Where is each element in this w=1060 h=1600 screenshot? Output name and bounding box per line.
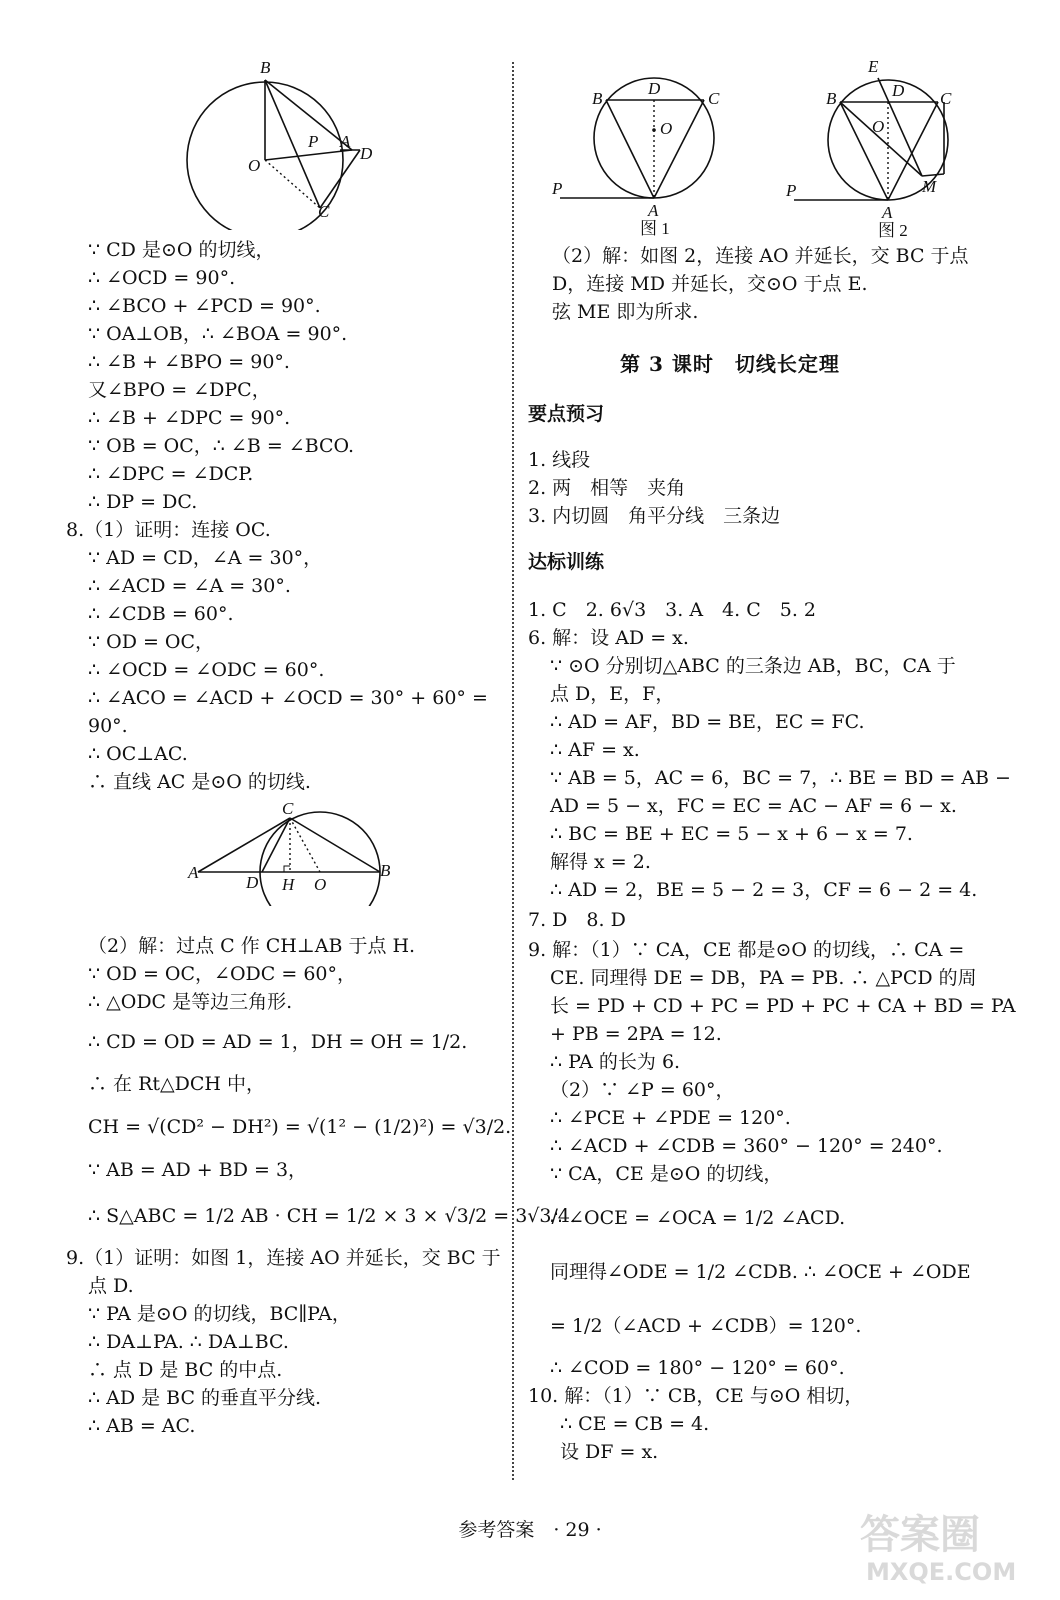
text-line: ∵ ⊙O 分别切△ABC 的三条边 AB，BC，CA 于: [550, 655, 956, 677]
text-line: ∵ AB = 5，AC = 6，BC = 7，∴ BE = BD = AB −: [550, 767, 1011, 789]
text-line: ∴ BC = BE + EC = 5 − x + 6 − x = 7.: [550, 823, 913, 845]
text-line: ∴ AF = x.: [550, 739, 640, 761]
label-p: P: [308, 132, 319, 151]
text-line: 8.（1）证明：连接 OC.: [66, 519, 271, 541]
text-line: ∴ ∠COD = 180° − 120° = 60°.: [550, 1357, 845, 1379]
text-line: ∴ AD = 2，BE = 5 − 2 = 3，CF = 6 − 2 = 4.: [550, 879, 978, 901]
text-line: 点 D.: [88, 1275, 134, 1297]
text-line: ∴ ∠PCE + ∠PDE = 120°.: [550, 1107, 791, 1129]
section-title: 第 3 课时 切线长定理: [620, 352, 840, 376]
text-line: ∵ AB = AD + BD = 3，: [88, 1159, 308, 1181]
label-m: M: [922, 177, 937, 196]
text-line: ∴ S△ABC = 1/2 AB · CH = 1/2 × 3 × √3/2 = 3√3/4.: [88, 1205, 577, 1227]
text-line: ∴ ∠ACD + ∠CDB = 360° − 120° = 240°.: [550, 1135, 943, 1157]
text-line: ∴ 直线 AC 是⊙O 的切线.: [88, 771, 311, 793]
label-o: O: [248, 156, 261, 175]
text-line: ∴ ∠ACD = ∠A = 30°.: [88, 575, 291, 597]
label-c: C: [282, 799, 294, 818]
text-line: ∴ ∠ACO = ∠ACD + ∠OCD = 30° + 60° =: [88, 687, 488, 709]
text-line: 解得 x = 2.: [550, 851, 651, 873]
text-line: 6. 解：设 AD = x.: [528, 627, 689, 649]
figure-1: [548, 72, 738, 237]
label-a: A: [648, 201, 659, 220]
heading-training: 达标训练: [528, 551, 605, 573]
text-line: ∴ AB = AC.: [88, 1415, 196, 1437]
figure-triangle-circle: [180, 796, 400, 906]
text-line: ∵ OA⊥OB，∴ ∠BOA = 90°.: [88, 323, 348, 345]
text-line: ∵ OD = OC，: [88, 631, 215, 653]
text-line: 10. 解：（1）∵ CB，CE 与⊙O 相切，: [528, 1385, 864, 1407]
text-line: 7. D 8. D: [528, 909, 626, 931]
figure-2-caption: 图 2: [878, 221, 908, 238]
text-line: ∴ CE = CB = 4.: [560, 1413, 710, 1435]
text-line: （2）解：过点 C 作 CH⊥AB 于点 H.: [88, 935, 416, 957]
figure-circle-tangent-cd: [180, 55, 390, 230]
text-line: ∴ ∠OCD = ∠ODC = 60°.: [88, 659, 325, 681]
text-line: ∴ △ODC 是等边三角形.: [88, 991, 293, 1013]
text-line: ∵ AD = CD，∠A = 30°，: [88, 547, 323, 569]
text-line: ∴ ∠OCE = ∠OCA = 1/2 ∠ACD.: [550, 1207, 846, 1229]
label-c: C: [708, 89, 720, 108]
text-line: = 1/2（∠ACD + ∠CDB）= 120°.: [550, 1315, 862, 1337]
text-line: + PB = 2PA = 12.: [550, 1023, 722, 1045]
label-p: P: [552, 179, 563, 198]
text-line: 1. C 2. 6√3 3. A 4. C 5. 2: [528, 599, 817, 621]
label-b: B: [826, 89, 837, 108]
text-line: （2）∵ ∠P = 60°，: [550, 1079, 735, 1101]
label-d: D: [246, 873, 259, 892]
text-line: ∴ ∠OCD = 90°.: [88, 267, 236, 289]
text-line: ∴ 点 D 是 BC 的中点.: [88, 1359, 283, 1381]
text-line: 9.（1）证明：如图 1，连接 AO 并延长，交 BC 于: [66, 1247, 501, 1269]
label-e: E: [868, 57, 879, 76]
column-divider: [512, 62, 514, 1480]
label-o: O: [660, 119, 673, 138]
text-line: ∴ ∠DPC = ∠DCP.: [88, 463, 254, 485]
text-line: 2. 两 相等 夹角: [528, 477, 686, 499]
text-line: （2）解：如图 2，连接 AO 并延长，交 BC 于点: [552, 245, 969, 267]
text-line: ∴ CD = OD = AD = 1，DH = OH = 1/2.: [88, 1031, 468, 1053]
text-line: ∴ PA 的长为 6.: [550, 1051, 681, 1073]
label-o: O: [314, 875, 327, 894]
label-a: A: [188, 863, 199, 882]
text-line: ∴ DA⊥PA. ∴ DA⊥BC.: [88, 1331, 289, 1353]
figure-1-caption: 图 1: [640, 219, 670, 237]
text-line: ∴ ∠B + ∠BPO = 90°.: [88, 351, 290, 373]
text-line: ∴ OC⊥AC.: [88, 743, 188, 765]
text-line: 又∠BPO = ∠DPC，: [88, 379, 271, 401]
label-d: D: [892, 81, 905, 100]
text-line: ∵ PA 是⊙O 的切线，BC∥PA，: [88, 1303, 351, 1325]
text-line: 设 DF = x.: [560, 1441, 659, 1463]
label-a: A: [882, 203, 893, 222]
text-line: ∴ ∠B + ∠DPC = 90°.: [88, 407, 291, 429]
text-line: 9. 解：（1）∵ CA，CE 都是⊙O 的切线，∴ CA =: [528, 939, 965, 961]
label-a: A: [340, 132, 351, 151]
text-line: ∴ AD 是 BC 的垂直平分线.: [88, 1387, 322, 1409]
heading-preview: 要点预习: [528, 403, 605, 425]
label-b: B: [260, 58, 271, 77]
text-line: ∴ AD = AF，BD = BE，EC = FC.: [550, 711, 865, 733]
label-h: H: [282, 875, 295, 894]
label-b: B: [380, 861, 391, 880]
label-c: C: [318, 202, 330, 221]
watermark-text: 答案圈: [860, 1512, 980, 1558]
text-line: ∴ ∠BCO + ∠PCD = 90°.: [88, 295, 321, 317]
text-line: 点 D，E，F，: [550, 683, 675, 705]
text-line: ∵ CD 是⊙O 的切线，: [88, 239, 275, 261]
watermark-logo: [852, 1500, 1032, 1590]
text-line: 弦 ME 即为所求.: [552, 301, 699, 323]
watermark-domain: MXQE.COM: [866, 1558, 1017, 1586]
text-line: AD = 5 − x，FC = EC = AC − AF = 6 − x.: [550, 795, 957, 817]
text-line: CE. 同理得 DE = DB，PA = PB. ∴ △PCD 的周: [550, 967, 977, 989]
label-b: B: [592, 89, 603, 108]
figure-2: [782, 56, 972, 238]
label-c: C: [940, 89, 952, 108]
text-line: ∴ DP = DC.: [88, 491, 198, 513]
label-o: O: [872, 117, 885, 136]
label-d: D: [648, 79, 661, 98]
text-line: ∵ OD = OC，∠ODC = 60°，: [88, 963, 356, 985]
text-line: ∵ OB = OC，∴ ∠B = ∠BCO.: [88, 435, 355, 457]
text-line: 同理得∠ODE = 1/2 ∠CDB. ∴ ∠OCE + ∠ODE: [550, 1261, 971, 1283]
text-line: 90°.: [88, 715, 128, 737]
text-line: 1. 线段: [528, 449, 591, 471]
page-footer: 参考答案 · 29 ·: [458, 1519, 602, 1541]
text-line: ∵ CA，CE 是⊙O 的切线，: [550, 1163, 783, 1185]
text-line: 长 = PD + CD + PC = PD + PC + CA + BD = PA: [550, 995, 1016, 1017]
text-line: 3. 内切圆 角平分线 三条边: [528, 505, 781, 527]
text-line: CH = √(CD² − DH²) = √(1² − (1/2)²) = √3/2.: [88, 1116, 512, 1138]
text-line: D，连接 MD 并延长，交⊙O 于点 E.: [552, 273, 868, 295]
text-line: ∴ 在 Rt△DCH 中，: [88, 1073, 266, 1095]
text-line: ∴ ∠CDB = 60°.: [88, 603, 234, 625]
label-d: D: [360, 144, 373, 163]
label-p: P: [786, 181, 797, 200]
